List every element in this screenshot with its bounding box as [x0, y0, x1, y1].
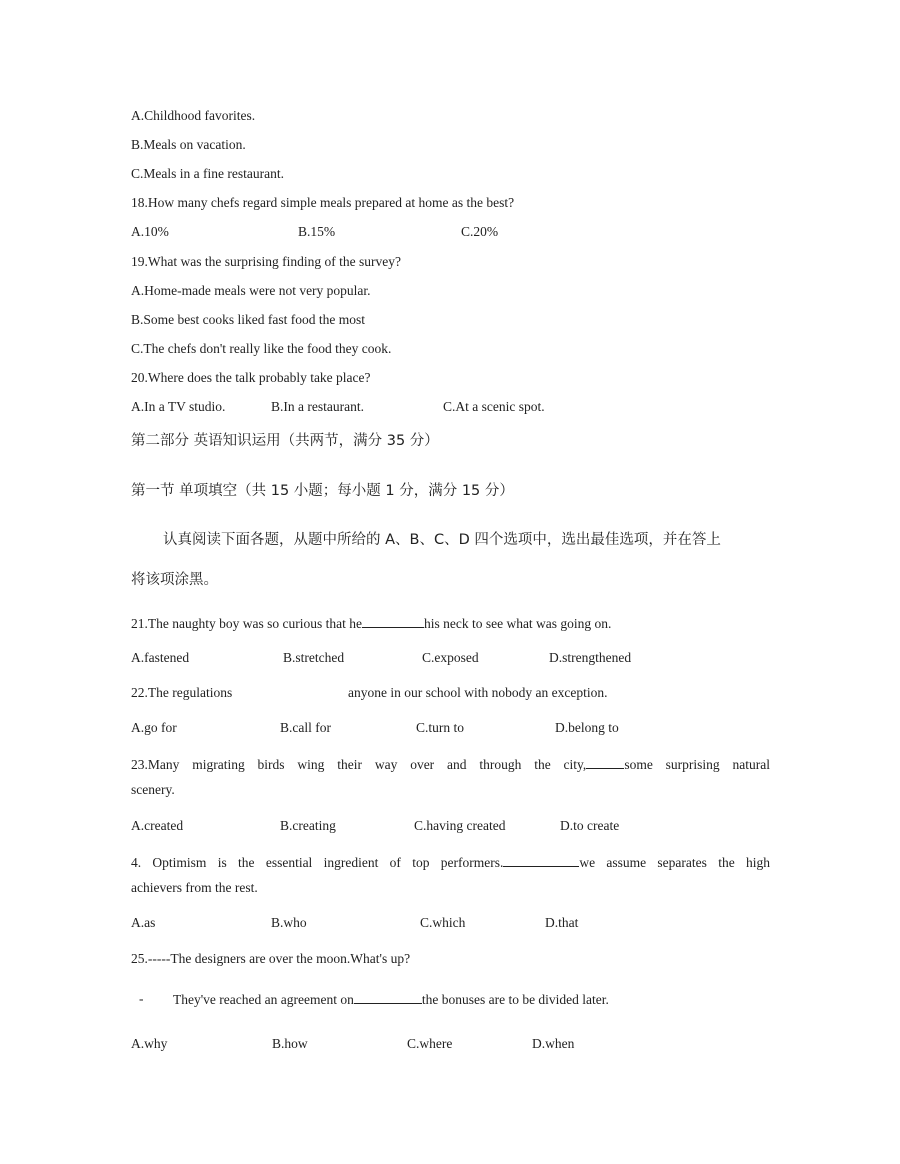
q20-options: [0, 398, 900, 416]
q23-stem-line-2: scenery.: [131, 782, 175, 797]
part2-title: 第二部分 英语知识运用（共两节，满分 35 分）: [131, 433, 439, 449]
q25-line-2: [0, 990, 900, 1008]
q22-stem: [0, 684, 900, 702]
q21-option-b: B.stretched: [283, 650, 345, 665]
q21-stem-before: 21.The naughty boy was so curious that he: [131, 616, 362, 631]
q24-option-d: D.that: [545, 915, 579, 930]
instruction-line-2: 将该项涂黑。: [131, 572, 218, 588]
q20-option-c: C.At a scenic spot.: [443, 399, 545, 414]
q24-stem-after: we assume separates the high: [579, 855, 770, 870]
q17-option-a: A.Childhood favorites.: [131, 108, 256, 123]
q20-option-b: B.In a restaurant.: [271, 399, 364, 414]
q20-option-a: A.In a TV studio.: [131, 399, 226, 414]
q18-option-a: A.10%: [131, 224, 169, 239]
q19-option-c: C.The chefs don't really like the food they cook.: [131, 341, 392, 356]
q18-options: [0, 223, 900, 241]
q25-option-d: D.when: [532, 1036, 575, 1051]
q25-dash: -: [139, 991, 144, 1006]
q24-options: [0, 914, 900, 932]
q22-option-a: A.go for: [131, 720, 177, 735]
q23-option-b: B.creating: [280, 818, 336, 833]
q23-options: [0, 817, 900, 835]
q22-stem-after: anyone in our school with nobody an exception.: [348, 685, 608, 700]
q25-stem-after: the bonuses are to be divided later.: [421, 992, 609, 1007]
q22-options: [0, 719, 900, 737]
q22-stem-before: 22.The regulations: [131, 685, 233, 700]
q25-blank: [354, 990, 422, 1004]
q25-option-a: A.why: [131, 1036, 168, 1051]
q19-option-a: A.Home-made meals were not very popular.: [131, 283, 371, 298]
instruction-line-1: 认真阅读下面各题，从题中所给的 A、B、C、D 四个选项中，选出最佳选项，并在答上: [163, 532, 721, 548]
q17-option-b: B.Meals on vacation.: [131, 137, 246, 152]
q22-option-b: B.call for: [280, 720, 331, 735]
q21-stem: [131, 614, 611, 633]
q24-stem: [131, 853, 770, 872]
q21-option-a: A.fastened: [131, 650, 190, 665]
q23-stem-after: some surprising natural: [624, 757, 770, 772]
q24-option-c: C.which: [420, 915, 466, 930]
q23-stem: [131, 755, 770, 774]
q21-options: [0, 649, 900, 667]
q23-option-c: C.having created: [414, 818, 506, 833]
q25-stem-before: They've reached an agreement on: [173, 992, 354, 1007]
q25-stem: [173, 990, 609, 1009]
q23-option-a: A.created: [131, 818, 184, 833]
q25-options: [0, 1035, 900, 1053]
q20-stem: 20.Where does the talk probably take place?: [131, 370, 371, 385]
q24-stem-before: 4. Optimism is the essential ingredient of top performers.: [131, 855, 504, 870]
q22-option-c: C.turn to: [416, 720, 465, 735]
q23-stem-before: 23.Many migrating birds wing their way over and through the city,: [131, 757, 587, 772]
q21-option-c: C.exposed: [422, 650, 479, 665]
q22-option-d: D.belong to: [555, 720, 619, 735]
q25-option-b: B.how: [272, 1036, 308, 1051]
q25-line-1: 25.-----The designers are over the moon.What's up?: [131, 951, 411, 966]
q24-stem-line-2: achievers from the rest.: [131, 880, 258, 895]
q18-option-c: C.20%: [461, 224, 499, 239]
q23-option-d: D.to create: [560, 818, 620, 833]
q24-blank: [503, 853, 579, 867]
q17-option-c: C.Meals in a fine restaurant.: [131, 166, 284, 181]
q21-stem-after: his neck to see what was going on.: [423, 616, 612, 631]
q19-option-b: B.Some best cooks liked fast food the most: [131, 312, 365, 327]
q18-option-b: B.15%: [298, 224, 336, 239]
q21-option-d: D.strengthened: [549, 650, 632, 665]
section1-title: 第一节 单项填空（共 15 小题；每小题 1 分，满分 15 分）: [131, 483, 514, 499]
q21-blank: [362, 614, 424, 628]
q18-stem: 18.How many chefs regard simple meals prepared at home as the best?: [131, 195, 515, 210]
q19-stem: 19.What was the surprising finding of the survey?: [131, 254, 401, 269]
q25-option-c: C.where: [407, 1036, 453, 1051]
q24-option-b: B.who: [271, 915, 307, 930]
q23-blank: [586, 755, 624, 769]
q24-option-a: A.as: [131, 915, 156, 930]
